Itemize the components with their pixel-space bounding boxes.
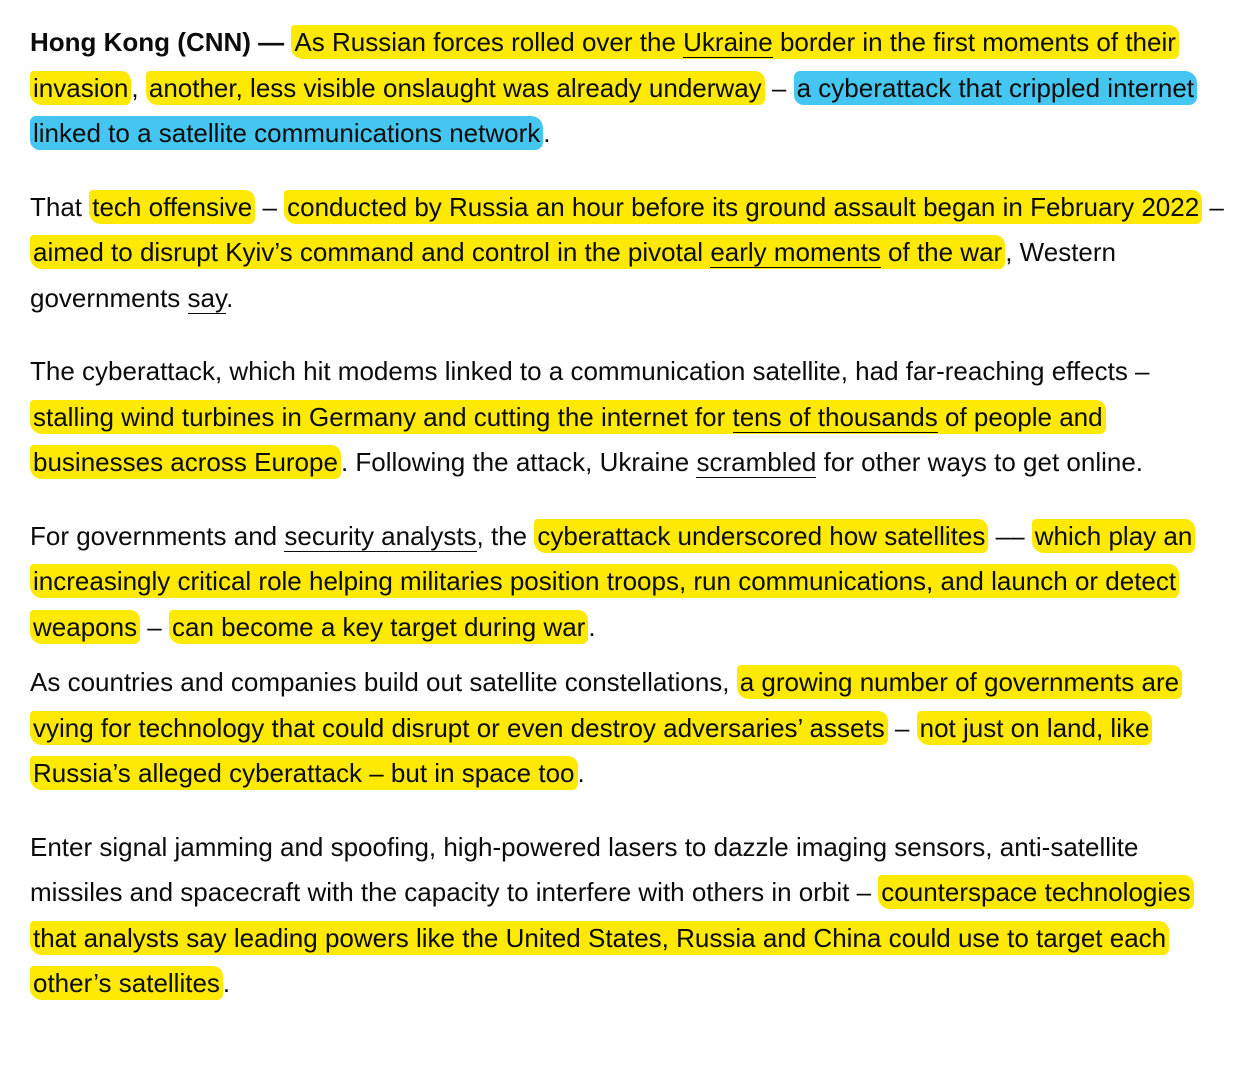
text-span: That bbox=[30, 191, 90, 222]
text-span: . bbox=[222, 968, 231, 998]
paragraph-5 bbox=[30, 660, 1230, 797]
link-early-moments[interactable]: early moments bbox=[710, 237, 881, 267]
highlight-text: aimed to disrupt Kyiv’s command and control in the pivotal bbox=[33, 237, 711, 267]
blue-highlight-span: a cyberattack that crippled internet linked to a satellite communications network bbox=[30, 71, 1197, 151]
highlight-span: a growing number of governments are vying for technology that could disrupt or even destroy adversaries’ assets bbox=[30, 665, 1182, 745]
text-span: – bbox=[255, 191, 285, 222]
text-span: – bbox=[887, 712, 917, 743]
highlight-text: stalling wind turbines in Germany and cutting the internet for bbox=[33, 401, 733, 432]
highlight-text: of people and businesses across Europe bbox=[33, 401, 1103, 477]
link-say[interactable]: say bbox=[187, 282, 227, 313]
highlight-text: As Russian forces rolled over the bbox=[294, 27, 684, 57]
link-tens-of-thousands[interactable]: tens of thousands bbox=[732, 401, 938, 432]
text-span: . bbox=[226, 282, 234, 313]
highlight-span: not just on land, like Russia’s alleged cyberattack – but in space too bbox=[30, 711, 1152, 791]
highlight-span: tech offensive bbox=[89, 190, 255, 224]
text-span: . bbox=[588, 611, 596, 642]
highlight-span: conducted by Russia an hour before its ground assault began in February 2022 bbox=[284, 190, 1202, 224]
highlight-span: another, less visible onslaught was already underway bbox=[146, 71, 765, 105]
highlight-span: which play an increasingly critical role helping militaries position troops, run communications, and launch or detect weapons bbox=[30, 519, 1195, 644]
text-span: – bbox=[1202, 191, 1224, 222]
paragraph-4 bbox=[30, 514, 1230, 651]
highlight-text: border in the first moments of their invasion bbox=[33, 27, 1176, 103]
text-span: , the bbox=[476, 520, 535, 551]
text-span: . bbox=[543, 118, 551, 148]
paragraph-3 bbox=[30, 349, 1230, 486]
text-span: . bbox=[577, 758, 585, 788]
text-span: for other ways to get online. bbox=[816, 447, 1144, 477]
link-scrambled[interactable]: scrambled bbox=[696, 447, 817, 477]
text-span: The cyberattack, which hit modems linked to a communication satellite, had far-reaching effects – bbox=[30, 356, 1150, 386]
highlight-text: of the war bbox=[880, 237, 1003, 267]
link-security-analysts[interactable]: security analysts bbox=[284, 520, 477, 551]
text-span: , bbox=[131, 72, 146, 103]
highlight-span bbox=[30, 235, 1005, 269]
highlight-span: cyberattack underscored how satellites bbox=[534, 519, 988, 553]
highlight-span: counterspace technologies that analysts say leading powers like the United States, Russia and China could use to target each other’s satellites bbox=[30, 875, 1194, 1000]
text-span: As countries and companies build out satellite constellations, bbox=[30, 667, 737, 697]
dateline: Hong Kong (CNN) — bbox=[30, 27, 285, 57]
text-span: . Following the attack, Ukraine bbox=[340, 447, 697, 477]
paragraph-1 bbox=[30, 20, 1230, 157]
text-span: – bbox=[140, 611, 169, 642]
text-span: –– bbox=[988, 520, 1032, 551]
text-span: – bbox=[764, 72, 794, 103]
text-span: Enter signal jamming and spoofing, high-powered lasers to dazzle imaging sensors, anti-satellite missiles and spacecraft with the capacity to interfere with others in orbit – bbox=[30, 831, 1139, 907]
link-ukraine[interactable]: Ukraine bbox=[683, 27, 773, 57]
text-span: , Western governments bbox=[30, 237, 1116, 313]
highlight-span: can become a key target during war bbox=[169, 610, 588, 644]
paragraph-2 bbox=[30, 185, 1230, 322]
text-span: For governments and bbox=[30, 520, 285, 551]
paragraph-6 bbox=[30, 825, 1230, 1007]
